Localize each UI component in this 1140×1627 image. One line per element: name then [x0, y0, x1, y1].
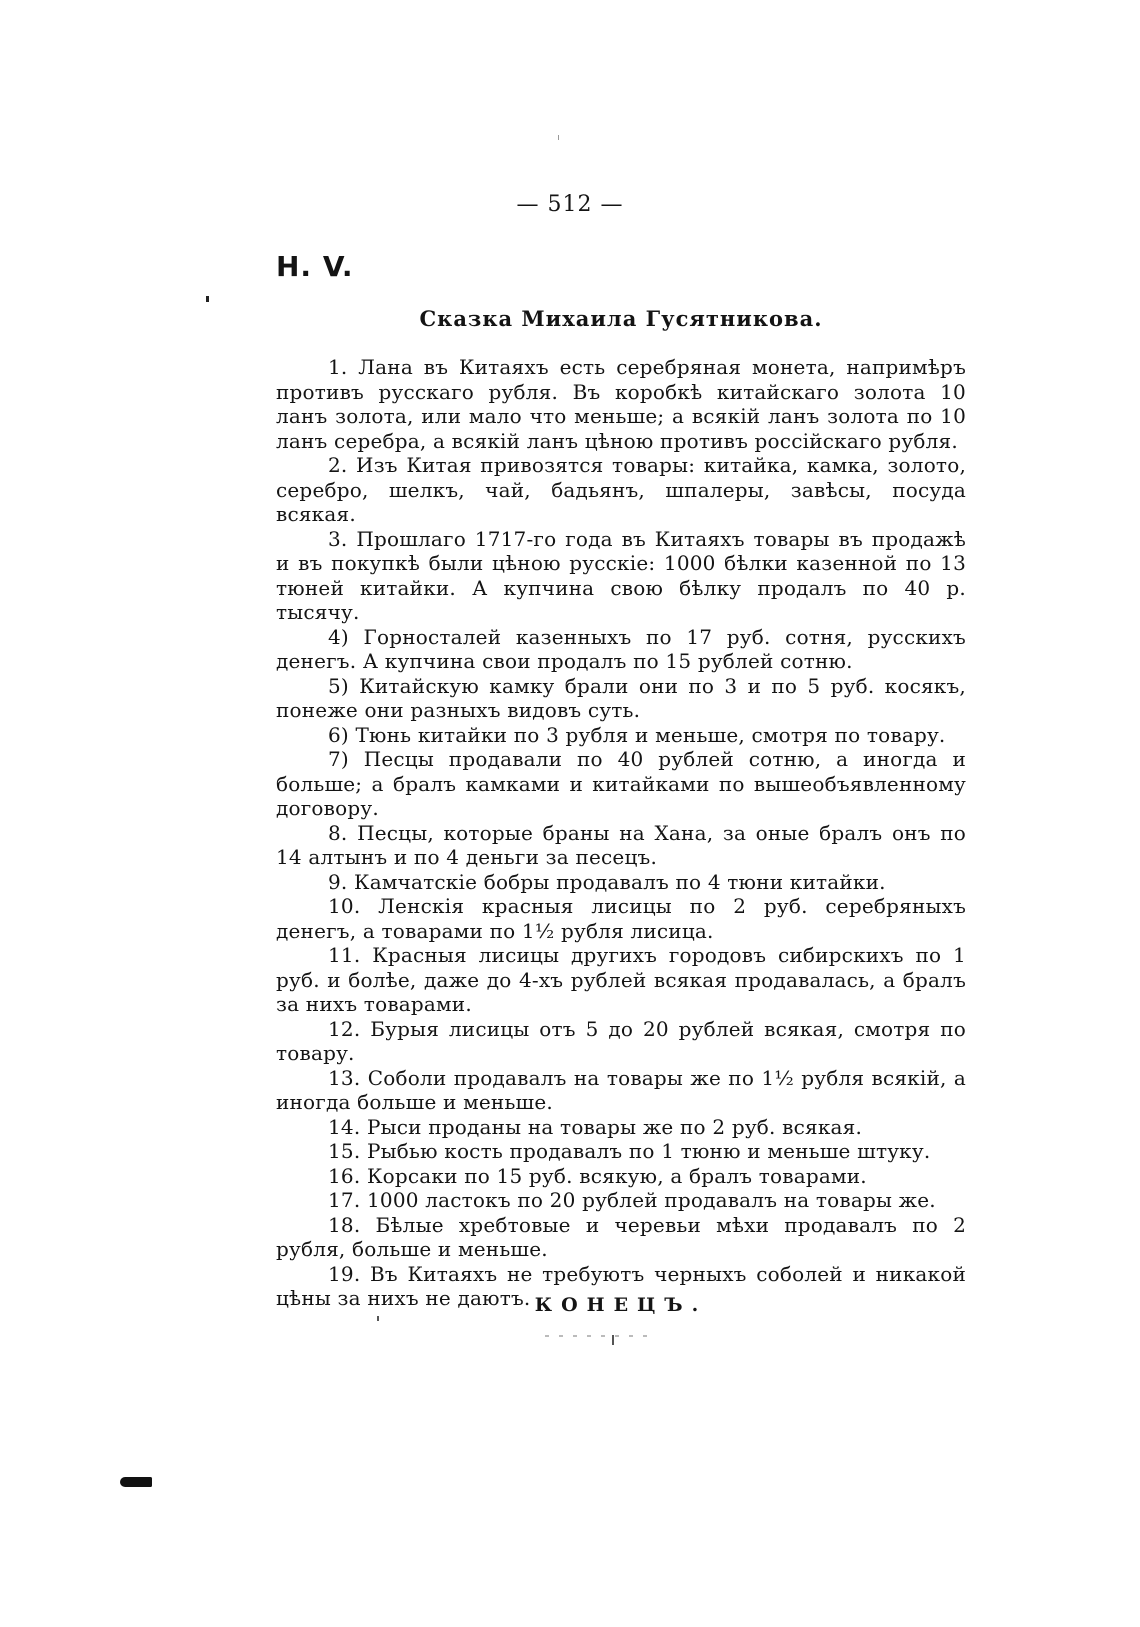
paragraph-10: 10. Ленскія красныя лисицы по 2 руб. серебряныхъ денегъ, а товарами по 1½ рубля лисица. [276, 894, 966, 943]
paragraph-13: 13. Соболи продавалъ на товары же по 1½ рубля всякій, а иногда больше и меньше. [276, 1065, 966, 1114]
end-mark: КОНЕЦЪ. [534, 1294, 708, 1316]
paragraph-15: 15. Рыбью кость продавалъ по 1 тюню и меньше штуку. [328, 1139, 931, 1163]
section-label: Н. V. [276, 250, 354, 283]
paragraph-5: 5) Китайскую камку брали они по 3 и по 5 руб. косякъ, понеже они разныхъ видовъ суть. [276, 673, 966, 722]
print-speck [558, 135, 559, 140]
decorative-rule [545, 1335, 657, 1337]
paragraph-7: 7) Песцы продавали по 40 рублей сотню, а иногда и больше; а бралъ камками и китайками по вышеобъявленному договору. [276, 747, 966, 820]
paragraph-11: 11. Красныя лисицы другихъ городовъ сибирскихъ по 1 руб. и болѣе, даже до 4-хъ рублей всякая продавалась, а бралъ за нихъ товарами. [276, 943, 966, 1016]
paragraph-19: 19. Въ Китаяхъ не требуютъ черныхъ соболей и никакой цѣны за нихъ не даютъ. [276, 1261, 966, 1310]
paragraph-4: 4) Горносталей казенныхъ по 17 руб. сотня, русскихъ денегъ. А купчина свои продалъ по 15 рублей сотню. [276, 624, 966, 673]
document-body [276, 355, 966, 1311]
print-speck [377, 1316, 379, 1321]
paragraph-6: 6) Тюнь китайки по 3 рубля и меньше, смотря по товару. [328, 722, 946, 747]
paragraph-8: 8. Песцы, которые браны на Хана, за оные бралъ онъ по 14 алтынъ и по 4 деньги за песецъ. [276, 820, 966, 869]
paragraph-2: 2. Изъ Китая привозятся товары: китайка, камка, золото, серебро, шелкъ, чай, бадьянъ, шпалеры, завѣсы, посуда всякая. [276, 453, 966, 526]
paragraph-3: 3. Прошлаго 1717-го года въ Китаяхъ товары въ продажѣ и въ покупкѣ были цѣною русскіе: 1000 бѣлки казенной по 13 тюней китайки. А купчина свою бѣлку продалъ по 40 р. тысячу. [276, 526, 966, 624]
paragraph-1: 1. Лана въ Китаяхъ есть серебряная монета, напримѣръ противъ русскаго рубля. Въ коробкѣ китайскаго золота 10 ланъ золота, или мало что меньше; а всякій ланъ золота по 10 ланъ серебра, а всякій ланъ цѣною противъ россійскаго рубля. [276, 355, 966, 453]
paragraph-14: 14. Рыси проданы на товары же по 2 руб. всякая. [328, 1114, 863, 1139]
page-number: — 512 — [516, 192, 624, 217]
paragraph-12: 12. Бурыя лисицы отъ 5 до 20 рублей всякая, смотря по товару. [276, 1016, 966, 1065]
paragraph-9: 9. Камчатскіе бобры продавалъ по 4 тюни китайки. [328, 869, 886, 894]
paragraph-16: 16. Корсаки по 15 руб. всякую, а бралъ товарами. [328, 1163, 867, 1188]
document-title: Сказка Михаила Гусятникова. [419, 306, 823, 331]
paragraph-17: 17. 1000 ластокъ по 20 рублей продавалъ на товары же. [328, 1188, 936, 1212]
paragraph-18: 18. Бѣлые хребтовые и черевьи мѣхи продавалъ по 2 рубля, больше и меньше. [276, 1212, 966, 1261]
ink-smudge [120, 1477, 152, 1487]
print-speck [206, 296, 209, 302]
